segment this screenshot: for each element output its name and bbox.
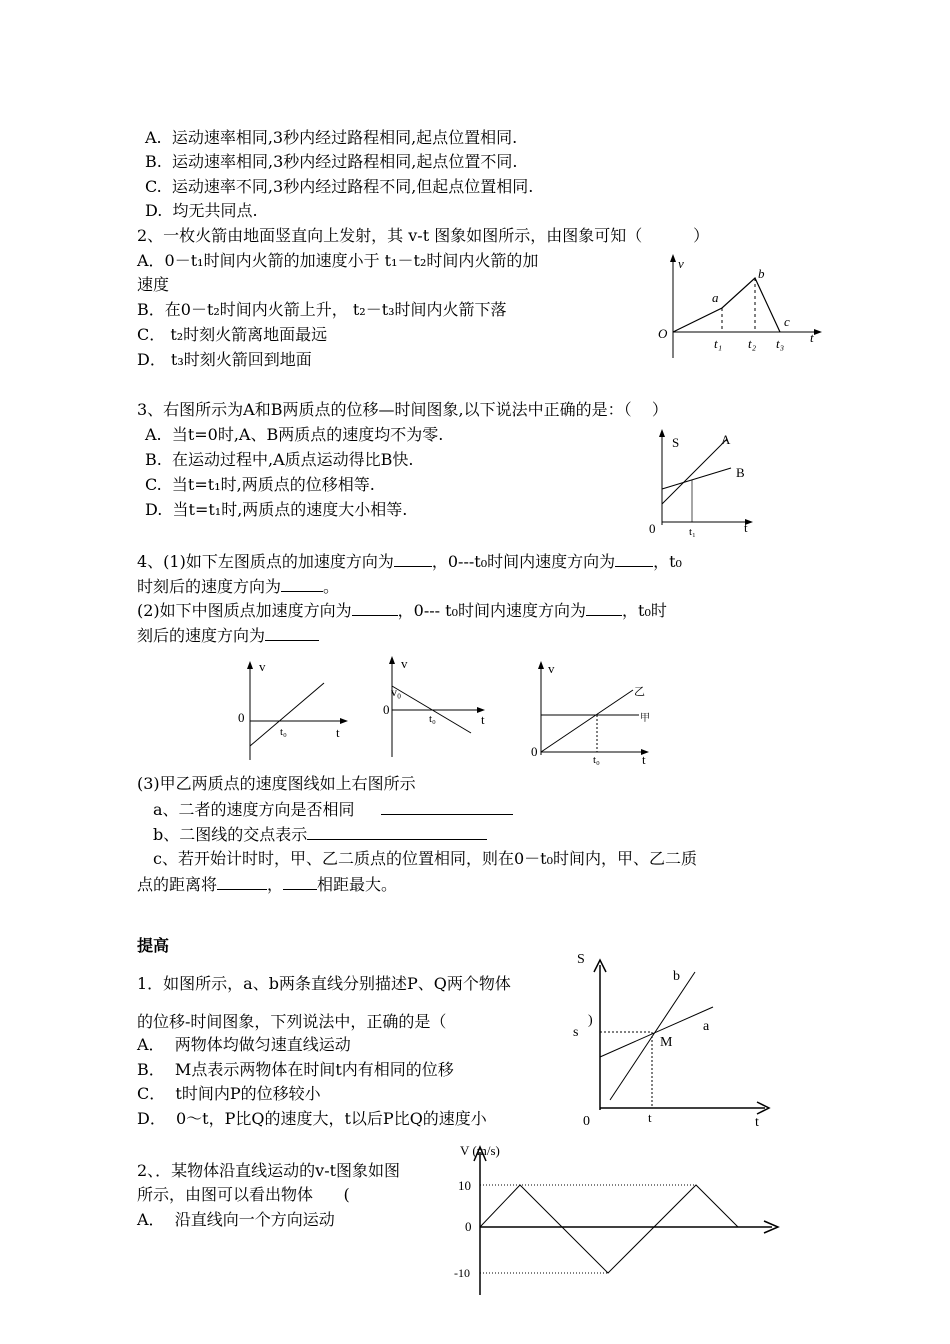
q2-graph-t2: t₂ xyxy=(748,336,757,351)
adv-q2-vt-graph xyxy=(440,1135,790,1300)
q3-graph-line-a: A xyxy=(721,432,731,447)
q2-graph-point-c: c xyxy=(784,314,790,329)
q3-st-graph xyxy=(645,425,765,540)
adv-q1-line1: 1．如图所示，a、b两条直线分别描述P、Q两个物体 xyxy=(137,974,511,993)
adv-q1-option-a: A． 两物体均做匀速直线运动 xyxy=(137,1035,351,1054)
q4-part3-c: c、若开始计时时，甲、乙二质点的位置相同，则在0－t₀时间内，甲、乙二质 xyxy=(153,849,697,868)
q4-part2-line1: (2)如下中图质点加速度方向为 ，0--- t₀时间内速度方向为 ，t₀时 xyxy=(137,601,667,620)
answer-blank[interactable] xyxy=(352,599,398,616)
q2-graph-origin: O xyxy=(658,326,668,341)
answer-blank[interactable] xyxy=(586,599,622,616)
q2-graph-t3: t₃ xyxy=(776,336,785,351)
q1-option-a: A. 运动速率相同,3秒内经过路程相同,起点位置相同. xyxy=(145,128,518,147)
adv-q1-graph-paren: ) xyxy=(588,1013,593,1028)
q4-g1-origin: 0 xyxy=(238,710,245,725)
adv-q1-graph-line-b: b xyxy=(673,969,680,984)
q3-stem: 3、右图所示为A和B两质点的位移—时间图象,以下说法中正确的是：（ ） xyxy=(137,400,668,419)
q2-graph-point-a: a xyxy=(712,290,719,305)
adv-q1-graph-t-axis: t xyxy=(755,1115,759,1130)
q2-option-b: B．在0－t₂时间内火箭上升， t₂－t₃时间内火箭下落 xyxy=(137,300,507,319)
q1-option-d: D. 均无共同点. xyxy=(145,201,258,220)
answer-blank[interactable] xyxy=(265,624,319,641)
adv-q2-graph-yneg10: -10 xyxy=(454,1266,470,1280)
adv-q1-option-c: C． t时间内P的位移较小 xyxy=(137,1084,321,1103)
q3-option-d: D. 当t=t₁时,两质点的速度大小相等. xyxy=(145,500,408,519)
q2-stem: 2、一枚火箭由地面竖直向上发射，其 v-t 图象如图所示，由图象可知（ ） xyxy=(137,226,710,245)
adv-q1-graph-s-mark: s xyxy=(573,1025,579,1040)
q4-g2-origin: 0 xyxy=(383,702,390,717)
q4-right-graph xyxy=(527,655,667,770)
q1-option-b: B. 运动速率相同,3秒内经过路程相同,起点位置不同. xyxy=(145,152,518,171)
q3-graph-t-label: t xyxy=(744,520,748,535)
q2-graph-v-label: v xyxy=(678,256,684,271)
q4-part3-b: b、二图线的交点表示 xyxy=(153,823,487,846)
q4-left-graph xyxy=(230,655,360,765)
q4-g3-origin: 0 xyxy=(531,744,538,759)
adv-q2-line1: 2、．某物体沿直线运动的v-t图象如图 xyxy=(137,1161,401,1180)
q4-g3-v: v xyxy=(548,661,555,676)
answer-blank[interactable] xyxy=(281,575,323,592)
q4-g2-v0: v₀ xyxy=(391,685,402,699)
adv-q1-graph-line-a: a xyxy=(703,1019,710,1034)
q4-part3: (3)甲乙两质点的速度图线如上右图所示 xyxy=(137,774,416,793)
q2-option-d: D． t₃时刻火箭回到地面 xyxy=(137,350,312,369)
q4-part1-line1: 4、(1)如下左图质点的加速度方向为 ，0---t₀时间内速度方向为 ，t₀ xyxy=(137,552,682,571)
q2-graph-t1: t₁ xyxy=(714,336,723,351)
answer-blank[interactable] xyxy=(283,873,317,890)
answer-blank[interactable] xyxy=(381,798,513,815)
answer-blank[interactable] xyxy=(394,550,432,567)
adv-q1-graph-s-axis: S xyxy=(577,952,585,967)
q4-g2-t0: t₀ xyxy=(429,713,436,725)
q4-g3-yi: 乙 xyxy=(634,686,645,698)
q2-vt-graph xyxy=(650,250,830,360)
adv-q1-st-graph xyxy=(565,950,785,1135)
adv-q2-line2: 所示，由图可以看出物体 ( xyxy=(137,1185,350,1204)
q3-graph-origin: 0 xyxy=(649,521,656,536)
q2-option-a-cont: 速度 xyxy=(137,275,170,294)
q3-graph-t1: t₁ xyxy=(689,526,696,538)
q3-option-b: B. 在运动过程中,A质点运动得比B快. xyxy=(145,450,414,469)
adv-q2-option-a: A． 沿直线向一个方向运动 xyxy=(137,1210,335,1229)
q4-g1-t: t xyxy=(336,725,340,740)
adv-q2-graph-y10: 10 xyxy=(458,1178,471,1193)
adv-q1-graph-t-mark: t xyxy=(648,1110,652,1125)
q2-option-a: A．0－t₁时间内火箭的加速度小于 t₁－t₂时间内火箭的加 xyxy=(137,251,539,270)
section-title-advanced: 提高 xyxy=(137,936,170,955)
adv-q1-line2: 的位移-时间图象，下列说法中，正确的是（ xyxy=(137,1012,447,1031)
adv-q2-graph-y0: 0 xyxy=(465,1219,472,1234)
q4-part2-line2: 刻后的速度方向为 xyxy=(137,624,319,647)
adv-q1-option-d: D． 0～t，P比Q的速度大，t以后P比Q的速度小 xyxy=(137,1109,487,1128)
adv-q1-option-b: B． M点表示两物体在时间t内有相同的位移 xyxy=(137,1060,454,1079)
q4-g1-v: v xyxy=(259,659,266,674)
q4-g3-t0: t₀ xyxy=(593,754,600,766)
answer-blank[interactable] xyxy=(217,873,267,890)
q2-graph-t-label: t xyxy=(810,330,814,345)
q4-part3-a: a、二者的速度方向是否相同 xyxy=(153,798,513,821)
q3-option-c: C. 当t=t₁时,两质点的位移相等. xyxy=(145,475,375,494)
adv-q1-graph-origin: 0 xyxy=(583,1114,590,1129)
q4-g2-v: v xyxy=(401,656,408,671)
q4-part3-c-cont: 点的距离将 ， 相距最大。 xyxy=(137,875,398,894)
adv-q2-graph-v-label: V (m/s) xyxy=(460,1143,500,1158)
q2-graph-point-b: b xyxy=(758,266,765,281)
answer-blank[interactable] xyxy=(615,550,653,567)
answer-blank[interactable] xyxy=(307,823,487,840)
q4-g3-t: t xyxy=(642,752,646,767)
q3-graph-line-b: B xyxy=(736,465,745,480)
q4-middle-graph xyxy=(375,652,505,762)
q4-g1-t0: t₀ xyxy=(280,726,287,738)
q3-option-a: A. 当t=0时,A、B两质点的速度均不为零. xyxy=(145,425,444,444)
adv-q1-graph-point-m: M xyxy=(660,1035,673,1050)
q4-g3-jia: 甲 xyxy=(640,713,650,724)
q4-g2-t: t xyxy=(481,712,485,727)
q3-graph-s-label: S xyxy=(672,435,680,450)
q2-option-c: C． t₂时刻火箭离地面最远 xyxy=(137,325,328,344)
q4-part1-line2: 时刻后的速度方向为 。 xyxy=(137,577,340,596)
q1-option-c: C. 运动速率不同,3秒内经过路程不同,但起点位置相同. xyxy=(145,177,534,196)
